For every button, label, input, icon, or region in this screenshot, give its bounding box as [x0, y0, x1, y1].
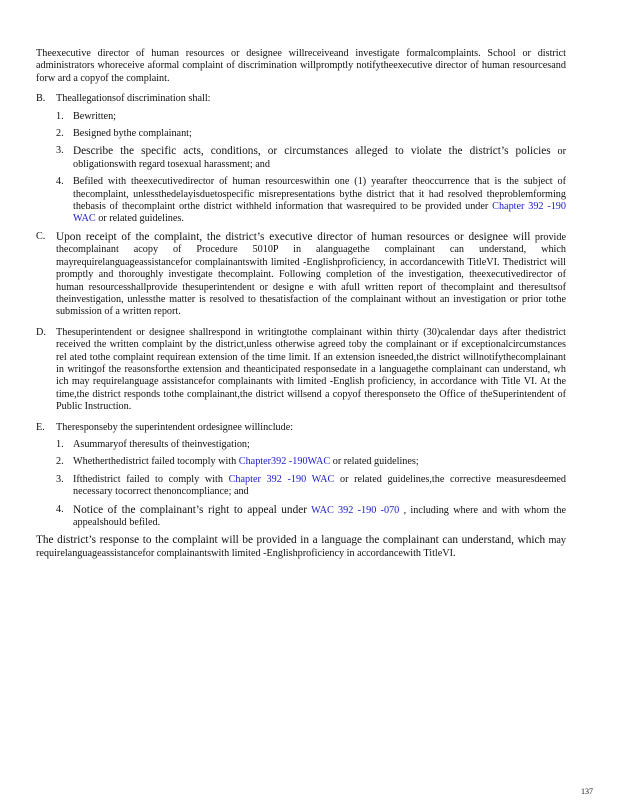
item-number: 3.	[56, 473, 64, 485]
item-text: Besigned bythe complainant;	[73, 128, 192, 140]
item-number: 2.	[56, 456, 64, 468]
page-number: 137	[581, 787, 593, 796]
section-c-lead: Upon receipt of the complaint, the district’s executive director of human resources or designee will	[56, 230, 531, 243]
list-item	[56, 456, 566, 468]
section-c	[36, 231, 566, 319]
item-tail-text: , including where and with whom the appealshould befiled.	[73, 504, 566, 528]
item-lead-text: Notice of the complainant’s right to appeal under	[73, 503, 308, 516]
section-d	[36, 327, 566, 414]
section-e-list	[56, 439, 566, 529]
item-lead-text: Describe the specific acts, conditions, or circumstances alleged to violate the district’s policies	[73, 145, 551, 158]
closing-text: may requirelanguageassistancefor complainantswith limited -Englishproficiency in accordancewith TitleVI.	[36, 535, 566, 559]
item-number: 4.	[56, 503, 64, 515]
list-item	[56, 128, 566, 140]
item-number: 1.	[56, 438, 64, 450]
section-e-label: E.	[36, 421, 45, 433]
item-text: Bewritten;	[73, 110, 117, 122]
item-tail-text: or related guidelines.	[98, 213, 184, 225]
section-e-heading: Theresponseby the superintendent ordesignee willinclude:	[56, 421, 294, 433]
wac-link[interactable]: Chapter 392 -190 WAC	[228, 473, 335, 485]
section-b-heading: Theallegationsof discrimination shall:	[56, 93, 211, 105]
item-number: 4.	[56, 176, 64, 188]
section-b-list	[56, 111, 566, 226]
section-d-text: Thesuperintendent or designee shallrespond in writingtothe complainant within thirty (30)calendar days after thedistrict received the written complaint by the district,unless otherwise agreed toby the complainant or if exceptionalcircumstances rel ated tothe complaint requirean extension of the time limit. If an extension isneeded,the district willnotifythecomplainant in writingof the reasonsforthe extension and theanticipated responsedate in a languagethe complainant can understand, wh ich may requirelanguage assistancefor complainants with limited -English proficiency, in accordance with Title VI. At the time,the district responds tothe complainant,the district willsend a copyof theresponseto the Office of theSuperintendent of Public Instruction.	[56, 326, 566, 413]
item-text: Whetherthedistrict failed tocomply with	[73, 456, 237, 468]
item-text: Ifthedistrict failed to comply with	[73, 473, 223, 485]
intro-paragraph: Theexecutive director of human resources or designee willreceiveand investigate formalcomplaints. School or district administrators whoreceive aformal complaint of discrimination willpromptly notifytheexecutive director of human resourcesand forw ard a copyof the complaint.	[36, 48, 566, 84]
section-b-label: B.	[36, 93, 46, 105]
list-item	[56, 176, 566, 226]
item-text: Asummaryof theresults of theinvestigation;	[73, 438, 250, 450]
item-text: Befiled with theexecutivedirector of human resourceswithin one (1) yearafter theoccurrence that is the subject of thecomplaint, unlessthedelayisduetospecific misrepresentations bythe district that it had resolved theproblemforming thebasis of thecomplaint orthe district withheld information that wasrequired to be provided under	[73, 176, 566, 213]
list-item	[56, 145, 566, 171]
item-number: 2.	[56, 128, 64, 140]
item-tail-text: or related guidelines,the corrective measuresdeemed necessary tocorrect thenoncompliance; and	[73, 473, 566, 498]
section-d-label: D.	[36, 326, 46, 338]
wac-link[interactable]: Chapter392 -190WAC	[238, 456, 331, 468]
section-c-text: provide thecomplainant acopy of Procedure 5010P in alanguagethe complainant can understand, which mayrequirelanguageassistancefor complainantswith limited -Englishproficiency, in accordancewith TitleVI. Thedistrict will promptly and thoroughly investigate thecomplaint. Following completion of the investigation, theexecutivedirector of human resourcesshallprovide thesuperintendent or designe e with afull written report of thecomplaint and theresultsof theinvestigation, unlessthe matter is resolved to thesatisfaction of the complainant without an investigation or prior tothe submission of a written report.	[56, 231, 566, 318]
wac-link[interactable]: Chapter 392 -190 WAC	[73, 201, 566, 225]
section-b	[36, 93, 566, 226]
item-tail-text: or related guidelines;	[332, 456, 419, 468]
item-text: or obligationswith regard tosexual harassment; and	[73, 146, 567, 170]
document-page	[36, 48, 566, 560]
closing-lead: The district’s response to the complaint will be provided in a language the complainant can understand, which	[36, 534, 546, 547]
list-item	[56, 111, 566, 123]
list-item	[56, 474, 566, 499]
item-number: 3.	[56, 145, 64, 157]
item-number: 1.	[56, 110, 64, 122]
list-item	[56, 504, 566, 530]
section-c-label: C.	[36, 230, 46, 242]
list-item	[56, 439, 566, 451]
wac-link[interactable]: WAC 392 -190 -070	[311, 504, 400, 516]
section-e	[36, 422, 566, 530]
